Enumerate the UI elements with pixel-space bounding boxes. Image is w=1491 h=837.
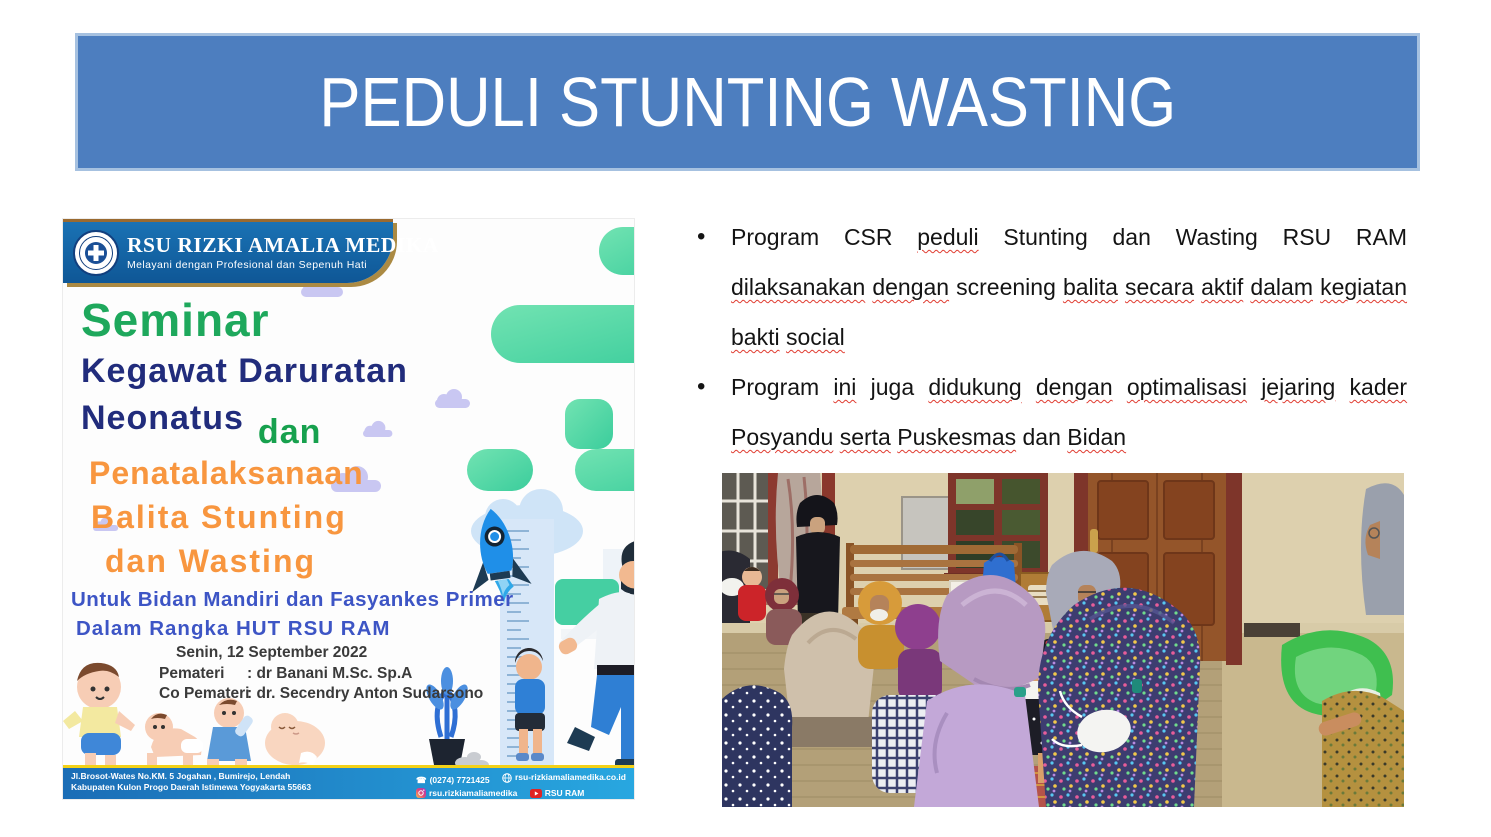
poster-title-line5: dan Wasting xyxy=(105,543,317,579)
co-speaker-row xyxy=(159,684,483,705)
hospital-logo xyxy=(73,230,119,276)
bullet-list xyxy=(695,212,1407,462)
co-speaker-name: : dr. Secendry Anton Sudarsono xyxy=(247,685,484,702)
instagram-icon xyxy=(416,788,426,798)
speaker-name: : dr Banani M.Sc. Sp.A xyxy=(247,664,413,682)
globe-icon xyxy=(502,773,512,783)
poster-footer xyxy=(63,765,634,799)
hospital-name: RSU RIZKI AMALIA MEDIKA xyxy=(127,233,439,257)
poster-title-line4: Balita Stunting xyxy=(91,499,347,535)
speaker-row xyxy=(159,664,483,685)
hospital-address: Jl.Brosot-Wates No.KM. 5 Jogahan , Bumirejo, Lendah Kabupaten Kulon Progo Daerah Istimewa Yogyakarta 55663 xyxy=(71,771,312,792)
poster-title-seminar: Seminar xyxy=(81,294,270,346)
poster-title-line1: Kegawat Daruratan xyxy=(81,352,408,390)
phone-contact: ☎ (0274) 7721425 xyxy=(415,774,490,785)
activity-photo xyxy=(722,473,1404,807)
website-contact: rsu-rizkiamaliamedika.co.id xyxy=(502,771,626,784)
youtube-icon xyxy=(530,789,542,798)
slide-title-banner xyxy=(75,33,1420,171)
phone-icon: ☎ xyxy=(415,774,427,785)
event-date: Senin, 12 September 2022 xyxy=(176,644,368,661)
page-title: PEDULI STUNTING WASTING xyxy=(319,63,1176,141)
poster-audience-line1: Untuk Bidan Mandiri dan Fasyankes Primer xyxy=(71,588,514,611)
doctor-illustration xyxy=(557,540,635,770)
instagram-contact: rsu.rizkiamaliamedika xyxy=(416,787,517,800)
poster-audience-line2: Dalam Rangka HUT RSU RAM xyxy=(76,617,391,640)
seminar-poster xyxy=(62,218,635,800)
poster-hospital-header xyxy=(63,219,439,283)
youtube-contact: RSU RAM xyxy=(530,787,585,800)
photo-illustration xyxy=(722,473,1404,807)
speaker-label: Pemateri xyxy=(159,664,225,682)
co-speaker-label: Co Pemateri xyxy=(159,685,250,702)
bullet-item: • Program ini juga didukung dengan optimalisasi jejaring kader Posyandu serta Puskesmas dan Bidan xyxy=(695,362,1407,462)
poster-title-line2: Neonatus dan xyxy=(81,399,322,451)
poster-title-line3: Penatalaksanaan xyxy=(89,455,364,491)
poster-title-dan: dan xyxy=(257,413,322,451)
hospital-tagline: Melayani dengan Profesional dan Sepenuh Hati xyxy=(127,258,368,271)
bullet-item: • Program CSR peduli Stunting dan Wasting RSU RAM dilaksanakan dengan screening balita secara aktif dalam kegiatan bakti social xyxy=(695,212,1407,362)
hospital-contacts xyxy=(406,771,626,799)
poster-event-details xyxy=(159,643,483,705)
